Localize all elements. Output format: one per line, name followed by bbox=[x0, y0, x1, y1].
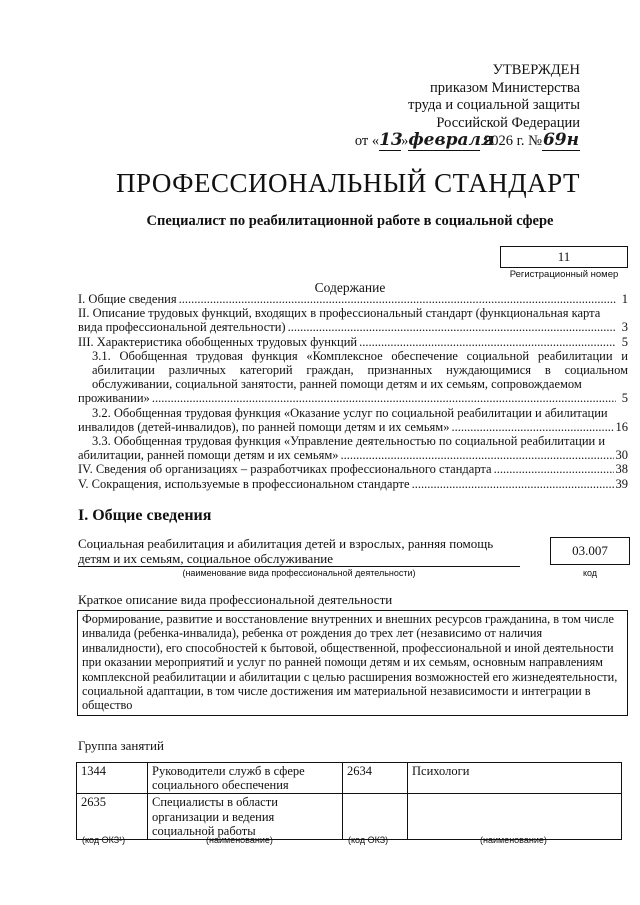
table-of-contents bbox=[78, 292, 628, 491]
toc-item-text: I. Общие сведения bbox=[78, 292, 177, 306]
activity-kind-underline bbox=[78, 566, 520, 567]
toc-item-text-cont: проживании» bbox=[78, 391, 150, 406]
activity-kind-caption: (наименование вида профессиональной деятельности) bbox=[182, 568, 416, 578]
toc-item[interactable] bbox=[78, 349, 628, 406]
toc-page-number: 5 bbox=[621, 334, 628, 349]
toc-page-number: 39 bbox=[615, 476, 628, 491]
activity-code-box: 03.007 bbox=[550, 537, 630, 565]
toc-item[interactable] bbox=[78, 292, 628, 306]
okz-code-cell: 2635 bbox=[77, 794, 148, 840]
okz-code-cell: 1344 bbox=[77, 763, 148, 794]
okz-name-cell: Руководители служб в сфере социального обеспечения bbox=[148, 763, 343, 794]
toc-item-text-cont: абилитации, ранней помощи детям и их семьям» bbox=[78, 448, 339, 463]
date-prefix: от « bbox=[354, 133, 380, 149]
toc-page-number: 30 bbox=[615, 448, 628, 463]
activity-kind-name: Социальная реабилитация и абилитация детей и взрослых, ранняя помощь детям и их семьям, социальное обслуживание bbox=[78, 536, 494, 566]
approval-title: УТВЕРЖДЕН bbox=[492, 62, 580, 78]
toc-item[interactable] bbox=[78, 477, 628, 491]
okz-name-cell bbox=[408, 794, 622, 840]
approval-date-line bbox=[355, 132, 580, 151]
toc-item[interactable] bbox=[78, 406, 628, 434]
approval-line-ministry: труда и социальной защиты bbox=[408, 97, 580, 113]
toc-item-text: II. Описание трудовых функций, входящих в профессиональный стандарт (функциональная карта bbox=[78, 306, 601, 321]
toc-item-text: III. Характеристика обобщенных трудовых функций bbox=[78, 334, 358, 349]
registration-number-box: 11 bbox=[500, 246, 628, 268]
date-year: 2026 г. № bbox=[483, 133, 542, 149]
toc-item-text-cont: вида профессиональной деятельности) bbox=[78, 320, 286, 335]
toc-item-text: V. Сокращения, используемые в профессиональном стандарте bbox=[78, 476, 410, 491]
approval-line-order: приказом Министерства bbox=[430, 79, 580, 96]
occupation-group-table bbox=[76, 762, 622, 840]
occupation-group-label: Группа занятий bbox=[78, 738, 164, 753]
toc-page-number: 38 bbox=[615, 462, 628, 477]
okz-code-cell: 2634 bbox=[343, 763, 408, 794]
toc-item-text: 3.2. Обобщенная трудовая функция «Оказание услуг по социальной реабилитации и абилитации bbox=[92, 405, 608, 420]
toc-item-text: 3.1. Обобщенная трудовая функция «Комплексное обеспечение социальной реабилитации и абилитации различных категорий граждан, признанных нуждающимися в социальном обслуживании, социальной занятости, ранней помощи детям и их семьям, сопровождаемом bbox=[92, 348, 628, 392]
toc-item-text: 3.3. Обобщенная трудовая функция «Управление деятельностью по социальной реабилитации и bbox=[92, 434, 606, 449]
toc-item[interactable] bbox=[78, 434, 628, 462]
date-day: 13 bbox=[379, 130, 403, 150]
page-title: ПРОФЕССИОНАЛЬНЫЙ СТАНДАРТ bbox=[115, 168, 581, 198]
toc-page-number: 3 bbox=[621, 320, 628, 335]
caption-okz-code: (код ОКЗ) bbox=[348, 835, 389, 845]
brief-description-label: Краткое описание вида профессиональной деятельности bbox=[78, 592, 393, 607]
okz-code-cell bbox=[343, 794, 408, 840]
okz-name-cell: Психологи bbox=[408, 763, 622, 794]
standard-name: Специалист по реабилитационной работе в социальной сфере bbox=[146, 213, 554, 229]
brief-description-box: Формирование, развитие и восстановление внутренних и внешних ресурсов гражданина, в том числе инвалида (ребенка-инвалида), ребенка от рождения до трех лет (независимо от наличия инвалидности), его способностей к бытовой, общественной, профессиональной и иной деятельности при оказании мероприятий и услуг по ранней помощи детям и их семьям, основным направлениям комплексной реабилитации и абилитации с целью расширения возможностей его жизнедеятельности, социальной адаптации, в том числе достижения им материальной независимости и интеграции в общество bbox=[77, 610, 628, 716]
order-number: 69н bbox=[542, 130, 580, 150]
toc-item-text: IV. Сведения об организациях – разработчиках профессионального стандарта bbox=[78, 462, 492, 477]
date-month: февраля bbox=[408, 130, 495, 150]
toc-heading: Содержание bbox=[314, 280, 386, 295]
caption-name: (наименование) bbox=[480, 835, 547, 845]
toc-page-number: 16 bbox=[615, 419, 628, 434]
toc-item-text-cont: инвалидов (детей-инвалидов), по ранней помощи детям и их семьям» bbox=[78, 419, 450, 434]
toc-item[interactable] bbox=[78, 335, 628, 349]
okz-name-cell: Специалисты в области организации и ведения социальной работы bbox=[148, 794, 343, 840]
table-row bbox=[77, 794, 622, 840]
date-mid: » bbox=[401, 133, 409, 149]
table-row bbox=[77, 763, 622, 794]
approval-block bbox=[355, 62, 580, 151]
toc-page-number: 5 bbox=[621, 391, 628, 406]
activity-code-caption: код bbox=[582, 568, 598, 578]
caption-okz-code: (код ОКЗ¹) bbox=[82, 835, 126, 845]
approval-line-federation: Российской Федерации bbox=[436, 114, 580, 131]
toc-item[interactable] bbox=[78, 462, 628, 476]
section-heading: I. Общие сведения bbox=[78, 507, 212, 524]
toc-page-number: 1 bbox=[621, 292, 628, 306]
registration-number-label: Регистрационный номер bbox=[509, 269, 619, 280]
toc-item[interactable] bbox=[78, 306, 628, 334]
caption-name: (наименование) bbox=[206, 835, 273, 845]
